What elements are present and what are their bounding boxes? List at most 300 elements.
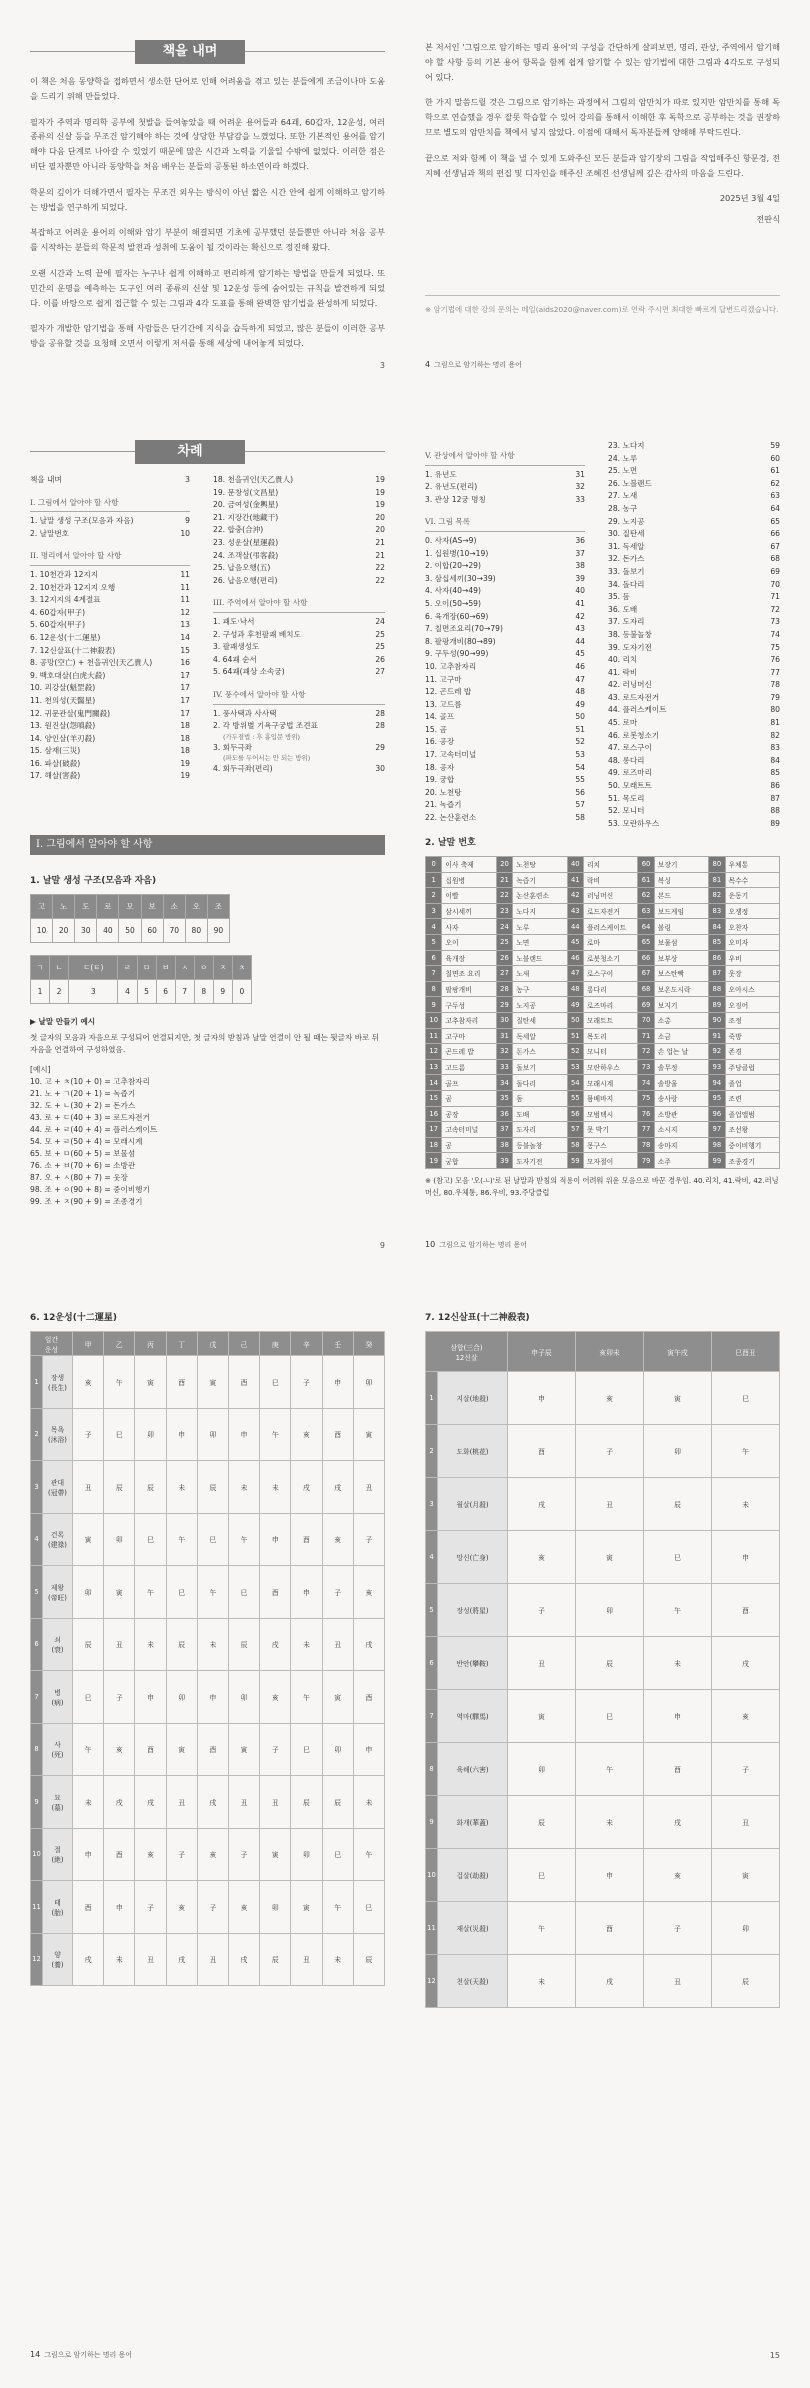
row-label — [43, 1408, 73, 1461]
table-row — [426, 1137, 780, 1153]
word-number: 84 — [709, 919, 725, 935]
word-cell: 고드름 — [442, 1059, 496, 1075]
toc-entry-page: 10 — [180, 528, 190, 538]
toc-entry-page: 65 — [770, 516, 780, 526]
table-cell: 卯 — [135, 1408, 166, 1461]
table-cell: 午 — [712, 1425, 780, 1478]
toc-entry — [608, 793, 780, 806]
row-header-label: 운성 — [44, 1345, 59, 1354]
word-number: 62 — [638, 888, 654, 904]
toc-column — [213, 474, 385, 783]
word-number: 39 — [496, 1153, 512, 1169]
preface-para: 오랜 시간과 노력 끝에 필자는 누구나 쉽게 이해하고 편리하게 암기하는 방법을 만들게 되었다. 또 민간의 운명을 예측하는 도구인 여러 종류의 신살 및 12운성 등에 숨어있는 규칙을 발견하게 되었다. 이를 바탕으로 쉽게 접근할 수 있는 그림과 4각 도표를 통해 완벽한 암기법을 완성하게 되었다. — [30, 267, 385, 308]
word-cell: 공장 — [442, 1106, 496, 1122]
toc-entry — [425, 787, 585, 800]
word-cell: 몽구스 — [583, 1137, 637, 1153]
toc-entry — [213, 666, 385, 679]
table-cell: 10 — [31, 919, 53, 943]
row-number: 5 — [31, 1566, 43, 1619]
toc-entry-title: 7. 칠면조요리(70→79) — [425, 624, 503, 634]
toc-entry-page: 68 — [770, 554, 780, 564]
word-number: 81 — [709, 872, 725, 888]
word-number: 60 — [638, 857, 654, 873]
toc-entry-page: 27 — [375, 667, 385, 677]
word-number: 59 — [567, 1153, 583, 1169]
toc-entry — [608, 478, 780, 491]
toc-entry-title: 4. 64괘 순서 — [213, 654, 257, 664]
example-line: 87. 오 + ㅅ(80 + 7) = 웃장 — [30, 1173, 128, 1182]
table-cell: 巳 — [322, 1828, 353, 1881]
toc-entry-title: 35. 돔 — [608, 592, 630, 602]
toc-entry-page: 66 — [770, 529, 780, 539]
sinsal-table — [425, 1331, 780, 2008]
toc-entry-page: 12 — [180, 607, 190, 617]
word-cell: 육개장 — [442, 950, 496, 966]
word-number: 77 — [638, 1122, 654, 1138]
word-cell: 노천탕 — [513, 857, 567, 873]
word-cell: 오징어 — [725, 997, 779, 1013]
word-cell: 로드자전거 — [583, 903, 637, 919]
table-cell: 酉 — [508, 1425, 576, 1478]
toc-entry — [213, 487, 385, 500]
table-cell: 辰 — [576, 1637, 644, 1690]
toc-entry-page: 84 — [770, 755, 780, 765]
word-cell: 졸업앨범 — [725, 1106, 779, 1122]
word-cell: 운동기 — [725, 888, 779, 904]
word-cell: 도자리 — [513, 1122, 567, 1138]
row-label-hanja: (冠帶) — [48, 1488, 67, 1497]
toc-entry — [425, 611, 585, 624]
table-cell: 卯 — [322, 1723, 353, 1776]
word-cell: 돈가스 — [513, 1044, 567, 1060]
word-number: 34 — [496, 1075, 512, 1091]
word-cell: 독세알 — [513, 1028, 567, 1044]
toc-entry-page: 75 — [770, 642, 780, 652]
table-cell: 午 — [322, 1881, 353, 1934]
table-cell: 亥 — [712, 1690, 780, 1743]
toc-entry-page: 22 — [375, 575, 385, 585]
toc-entry-title: 40. 리치 — [608, 655, 638, 665]
word-number: 82 — [709, 888, 725, 904]
table-cell: 丑 — [197, 1933, 228, 1986]
toc-entry — [30, 474, 190, 487]
toc-entry — [608, 453, 780, 466]
word-number: 99 — [709, 1153, 725, 1169]
toc-entry — [608, 767, 780, 780]
table-cell: 子 — [644, 1902, 712, 1955]
word-number: 41 — [567, 872, 583, 888]
word-cell: 플러스케이트 — [583, 919, 637, 935]
word-number: 29 — [496, 997, 512, 1013]
toc-entry-title: 3. 삼십세끼(30→39) — [425, 573, 496, 583]
table-cell: 戌 — [260, 1618, 291, 1671]
toc-entry — [425, 469, 585, 482]
word-cell: 조련 — [725, 1090, 779, 1106]
toc-entry-page: 9 — [185, 516, 190, 526]
table-row — [426, 919, 780, 935]
toc-entry-title: 22. 논산훈련소 — [425, 813, 477, 823]
row-label-korean: 양 — [54, 1951, 61, 1960]
toc-entry-page: 21 — [375, 537, 385, 547]
table-header-cell: 보 — [141, 895, 163, 919]
toc-entry-title: 14. 골프 — [425, 712, 455, 722]
word-cell: 락비 — [583, 872, 637, 888]
word-number: 23 — [496, 903, 512, 919]
toc-entry — [608, 629, 780, 642]
toc-entry-title: 4. 사자(40→49) — [425, 586, 481, 596]
row-number: 2 — [31, 1408, 43, 1461]
table-row — [426, 1796, 780, 1849]
word-number: 4 — [426, 919, 442, 935]
toc-entry-page: 67 — [770, 541, 780, 551]
consonant-number-row — [31, 980, 252, 1004]
word-number: 51 — [567, 1028, 583, 1044]
table-row — [426, 1028, 780, 1044]
samhap-header: 亥卯未 — [576, 1332, 644, 1372]
footer-title: 그림으로 암기하는 명리 용어 — [44, 2351, 133, 2359]
toc-entry — [425, 661, 585, 674]
page-footer — [425, 1240, 527, 1250]
word-cell: 로봇청소기 — [583, 950, 637, 966]
toc-entry-page: 80 — [770, 705, 780, 715]
chapter-bar: I. 그림에서 알아야 할 사항 — [30, 835, 385, 855]
word-cell: 손 업는 날 — [654, 1044, 708, 1060]
row-number: 7 — [426, 1690, 438, 1743]
table-row — [426, 872, 780, 888]
word-number: 56 — [567, 1106, 583, 1122]
toc-entry — [608, 692, 780, 705]
word-number: 98 — [709, 1137, 725, 1153]
toc-entry-title: 17. 고속터미널 — [425, 750, 477, 760]
toc-entry-title: 2. 이합(20→29) — [425, 561, 481, 571]
table-cell: 申 — [228, 1408, 259, 1461]
table-cell: 亥 — [644, 1849, 712, 1902]
toc-entry-page: 70 — [770, 579, 780, 589]
toc-entry-page: 3 — [185, 475, 190, 484]
word-cell: 못 박기 — [583, 1122, 637, 1138]
row-number: 11 — [426, 1902, 438, 1955]
toc-entry-title: 24. 노루 — [608, 453, 638, 463]
word-cell: 몸베바지 — [583, 1090, 637, 1106]
toc-entry-page: 62 — [770, 478, 780, 488]
table-cell: 卯 — [73, 1566, 104, 1619]
example-line: 54. 모 + ㄹ(50 + 4) = 모래시계 — [30, 1137, 143, 1146]
toc-entry — [213, 654, 385, 667]
toc-entry-title: 6. 육개장(60→69) — [425, 611, 489, 621]
word-cell: 솔무정 — [654, 1059, 708, 1075]
word-number: 38 — [496, 1137, 512, 1153]
table-cell: 子 — [576, 1425, 644, 1478]
toc-entry — [608, 566, 780, 579]
page-number: 15 — [769, 2351, 780, 2360]
word-number: 40 — [567, 857, 583, 873]
word-number: 63 — [638, 903, 654, 919]
row-number: 7 — [31, 1671, 43, 1724]
word-number: 83 — [709, 903, 725, 919]
preface-body-right — [425, 40, 780, 227]
table-cell: 寅 — [508, 1690, 576, 1743]
consonant-table — [30, 955, 252, 1004]
toc-entry — [30, 607, 190, 620]
word-number: 57 — [567, 1122, 583, 1138]
table-cell: 巳 — [712, 1372, 780, 1425]
row-number: 8 — [31, 1723, 43, 1776]
toc-entry-page: 54 — [575, 762, 585, 772]
toc-entry — [608, 465, 780, 478]
word-number: 65 — [638, 934, 654, 950]
table-row — [426, 1012, 780, 1028]
toc-entry-title: 1. 풍사택과 사사택 — [213, 708, 277, 718]
preface-para: 한 가지 말씀드릴 것은 그림으로 암기하는 과정에서 그림의 암만치가 따로 있지만 암만치를 통해 독학으로 연습했을 경우 잘못 학습할 수 있어 강의를 통해서 이해한 후 독학으로 공부하는 것을 권장하므로 별도의 암만치를 책에서 넣지 않았다. 이점에 대해서 독자분들께 양해해 부탁드린다. — [425, 97, 780, 137]
table-cell: 子 — [135, 1881, 166, 1934]
example-line: 98. 조 + ㅇ(90 + 8) = 중이비행기 — [30, 1185, 150, 1194]
row-label-korean: 태 — [54, 1898, 61, 1907]
table-cell: 子 — [197, 1881, 228, 1934]
table-cell: 辰 — [644, 1478, 712, 1531]
toc-entry-title: 29. 노지공 — [608, 516, 645, 526]
row-label-korean: 묘 — [54, 1793, 61, 1802]
table-row — [426, 1902, 780, 1955]
table-cell: 寅 — [353, 1408, 384, 1461]
table-header-cell: ㅊ — [232, 956, 251, 980]
preface-header — [30, 40, 385, 64]
row-label: 겁살(劫殺) — [438, 1849, 508, 1902]
toc-entry-title: 30. 질탄세 — [608, 529, 645, 539]
table-row — [426, 1584, 780, 1637]
table-header-cell: 조 — [207, 895, 229, 919]
table-cell: 申 — [104, 1881, 135, 1934]
row-number: 9 — [426, 1796, 438, 1849]
table-cell: 丑 — [644, 1955, 712, 2008]
word-number: 27 — [496, 966, 512, 982]
table-cell: 申 — [353, 1723, 384, 1776]
table-cell: 卯 — [260, 1881, 291, 1934]
toc-entry — [30, 733, 190, 746]
table-cell: 丑 — [291, 1933, 322, 1986]
toc-entry — [425, 636, 585, 649]
toc-entry — [213, 742, 385, 755]
word-number: 11 — [426, 1028, 442, 1044]
word-cell: 소금 — [654, 1028, 708, 1044]
toc-entry-title: 책을 내며 — [30, 475, 62, 484]
table-cell: 未 — [644, 1637, 712, 1690]
table-cell: 戌 — [291, 1461, 322, 1514]
word-cell: 골프 — [442, 1075, 496, 1091]
table-cell: 丑 — [73, 1461, 104, 1514]
toc-entry-page: 53 — [575, 750, 585, 760]
word-number: 54 — [567, 1075, 583, 1091]
table-cell: 寅 — [228, 1723, 259, 1776]
table-cell: 酉 — [166, 1356, 197, 1409]
toc-entry — [213, 499, 385, 512]
table-cell: 丑 — [712, 1796, 780, 1849]
toc-entry — [425, 598, 585, 611]
row-label — [43, 1881, 73, 1934]
table-cell: 未 — [166, 1461, 197, 1514]
table-row — [426, 1372, 780, 1425]
toc-entry-title: 18. 천을귀인(天乙貴人) — [213, 475, 294, 484]
table-cell: 未 — [322, 1933, 353, 1986]
table-cell: 未 — [228, 1461, 259, 1514]
word-number: 2 — [426, 888, 442, 904]
toc-entry-title: 1. 십원병(10→19) — [425, 548, 489, 558]
toc-entry-page: 48 — [575, 687, 585, 697]
toc-entry-page: 11 — [180, 569, 190, 579]
vowel-table — [30, 894, 230, 943]
table-cell: 子 — [291, 1356, 322, 1409]
unseong-table — [30, 1331, 385, 1986]
table-cell: 60 — [141, 919, 163, 943]
table-cell: 子 — [260, 1723, 291, 1776]
table-row — [31, 1828, 385, 1881]
section-title: 7. 12신살표(十二神殺表) — [425, 1313, 530, 1323]
toc-entry-page: 69 — [770, 566, 780, 576]
word-number: 25 — [496, 934, 512, 950]
table-cell: 午 — [576, 1743, 644, 1796]
toc-column — [608, 440, 780, 830]
toc-entry — [425, 762, 585, 775]
word-cell: 우비 — [725, 950, 779, 966]
row-label — [43, 1776, 73, 1829]
word-number: 68 — [638, 981, 654, 997]
table-cell: 酉 — [135, 1723, 166, 1776]
example-line: 10. 고 + ㅊ(10 + 0) = 고추참자리 — [30, 1077, 150, 1086]
toc-entry — [30, 695, 190, 708]
word-cell: 로마 — [583, 934, 637, 950]
toc-entry-title: 5. 64괘(괘상 소속궁) — [213, 667, 285, 677]
word-number: 52 — [567, 1044, 583, 1060]
word-number: 49 — [567, 997, 583, 1013]
word-cell: 노새 — [513, 966, 567, 982]
preface-para: 학문의 깊이가 더해가면서 필자는 무조건 외우는 방식이 아닌 짧은 시간 안에 쉽게 이해하고 암기하는 방법을 연구하게 되었다. — [30, 186, 385, 212]
table-cell: 未 — [291, 1618, 322, 1671]
toc-subnote: (파도를 두어서는 안 되는 방위) — [223, 754, 311, 763]
toc-entry-title: 21. 녹즙기 — [425, 800, 462, 810]
toc-entry-title: 8. 팔팡개비(80→89) — [425, 636, 496, 646]
word-number: 53 — [567, 1059, 583, 1075]
table-cell: 酉 — [104, 1828, 135, 1881]
toc-entry-page: 57 — [575, 800, 585, 810]
table-cell: 申 — [644, 1690, 712, 1743]
toc-entry-title: 21. 지장간(地藏干) — [213, 512, 279, 522]
word-cell: 조선왕 — [725, 1122, 779, 1138]
table-cell: 卯 — [197, 1408, 228, 1461]
toc-title: 차례 — [135, 440, 245, 464]
word-number: 5 — [426, 934, 442, 950]
word-cell: 웃장 — [725, 966, 779, 982]
word-cell: 로즈마리 — [583, 997, 637, 1013]
table-header-row — [426, 1332, 780, 1372]
toc-entry-page: 19 — [375, 500, 385, 510]
table-cell: 0 — [232, 980, 251, 1004]
table-cell: 卯 — [228, 1671, 259, 1724]
word-cell: 노지공 — [513, 997, 567, 1013]
row-label — [43, 1566, 73, 1619]
table-header-row — [31, 1332, 385, 1356]
toc-entry-title: 2. 유년도(편리) — [425, 482, 478, 492]
table-row — [426, 981, 780, 997]
word-number: 0 — [426, 857, 442, 873]
table-cell: 申 — [73, 1828, 104, 1881]
table-cell: 卯 — [644, 1425, 712, 1478]
table-row — [31, 1408, 385, 1461]
table-cell: 丑 — [135, 1933, 166, 1986]
table-header-cell: 오 — [185, 895, 207, 919]
toc-entry — [425, 560, 585, 573]
word-cell: 복싱 — [654, 872, 708, 888]
toc-entry — [30, 569, 190, 582]
table-cell: 酉 — [322, 1408, 353, 1461]
toc-entry-page: 28 — [375, 721, 385, 731]
table-cell: 午 — [135, 1566, 166, 1619]
word-number: 66 — [638, 950, 654, 966]
word-cell: 소시지 — [654, 1122, 708, 1138]
toc-entry-title: 31. 독세알 — [608, 541, 645, 551]
row-label-korean: 관대 — [50, 1478, 65, 1487]
toc-entry-page: 26 — [375, 654, 385, 664]
row-label — [43, 1723, 73, 1776]
toc-entry-title: 8. 공망(空亡) + 천을귀인(天乙貴人) — [30, 658, 153, 668]
contact-note: ※ 암기법에 대한 강의 문의는 메일(aids2020@naver.com)로 연락 주시면 최대한 빠르게 답변드리겠습니다. — [425, 295, 780, 316]
table-row — [426, 1106, 780, 1122]
word-cell: 중이비행기 — [725, 1137, 779, 1153]
word-number: 10 — [426, 1012, 442, 1028]
toc-entry-title: 9. 백호대살(白虎大殺) — [30, 670, 106, 680]
toc-entry-page: 74 — [770, 629, 780, 639]
toc-entry — [213, 524, 385, 537]
toc-entry-page: 45 — [575, 649, 585, 659]
word-number: 76 — [638, 1106, 654, 1122]
word-number: 79 — [638, 1153, 654, 1169]
table-cell: 酉 — [197, 1723, 228, 1776]
table-cell: 酉 — [576, 1902, 644, 1955]
toc-entry-title: 24. 조객살(弔客殺) — [213, 550, 279, 560]
toc-page-right — [425, 440, 780, 828]
toc-entry — [608, 730, 780, 743]
table-cell: 亥 — [104, 1723, 135, 1776]
word-number: 22 — [496, 888, 512, 904]
example-line: 44. 로 + ㄹ(40 + 4) = 플러스케이트 — [30, 1125, 158, 1134]
stem-header: 丁 — [166, 1332, 197, 1356]
table-cell: 子 — [508, 1584, 576, 1637]
toc-entry-page: 81 — [770, 718, 780, 728]
row-label — [43, 1933, 73, 1986]
table-spread — [0, 1310, 810, 2360]
word-cell: 녹즙기 — [513, 872, 567, 888]
toc-entry-title: 34. 돌다리 — [608, 579, 645, 589]
table-cell: 子 — [166, 1828, 197, 1881]
toc-entry-title: 47. 로스구이 — [608, 743, 652, 753]
word-cell: 노면 — [513, 934, 567, 950]
toc-entry-page: 77 — [770, 667, 780, 677]
row-number: 3 — [31, 1461, 43, 1514]
table-cell: 午 — [508, 1902, 576, 1955]
toc-entry-page: 18 — [180, 721, 190, 731]
word-number: 36 — [496, 1106, 512, 1122]
table-cell: 辰 — [166, 1618, 197, 1671]
word-cell: 구두성 — [442, 997, 496, 1013]
toc-entry-title: 46. 로봇청소기 — [608, 730, 660, 740]
table-cell: 午 — [228, 1513, 259, 1566]
toc-entry-title: 4. 회두극좌(편리) — [213, 764, 273, 774]
word-cell: 도자기전 — [513, 1153, 567, 1169]
table-cell: 4 — [118, 980, 137, 1004]
word-number: 94 — [709, 1075, 725, 1091]
table-cell: 亥 — [291, 1408, 322, 1461]
toc-entry-title: 1. 10천간과 12지지 — [30, 569, 99, 579]
table-cell: 20 — [53, 919, 75, 943]
word-cell: 모래트트 — [583, 1012, 637, 1028]
